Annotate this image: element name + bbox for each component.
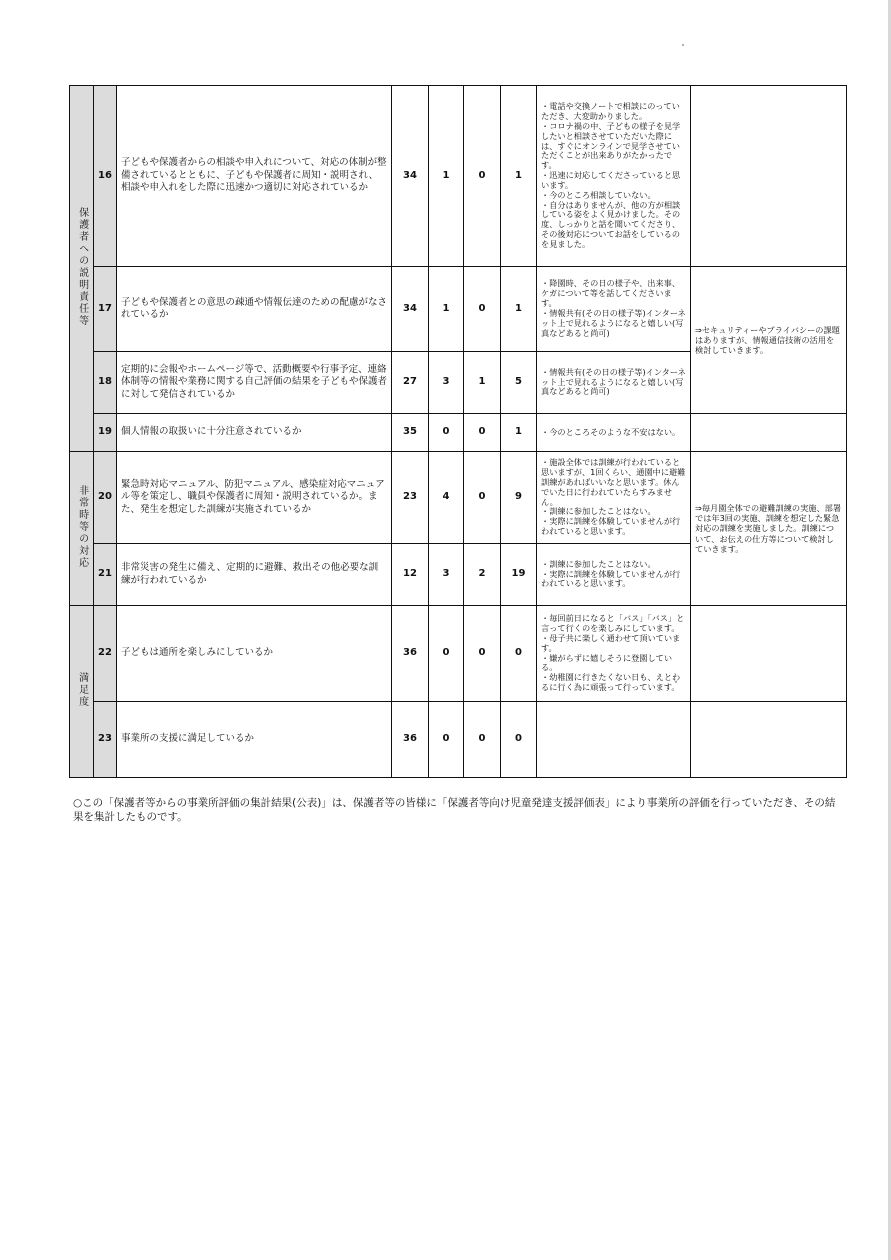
- table-row: [70, 267, 847, 352]
- row-number: 21: [94, 544, 117, 606]
- category-emergency: 非常時等の対応: [70, 452, 94, 606]
- table-row: [70, 86, 847, 267]
- count-cell: 0: [464, 267, 501, 352]
- response-cell: ⇒毎月園全体での避難訓練の実施、部署では年3回の実施、訓練を想定した緊急対応の訓練を実施しました。訓練について、お伝えの仕方等について検討していきます。: [691, 452, 847, 606]
- count-cell: 27: [392, 352, 429, 414]
- count-cell: 2: [464, 544, 501, 606]
- comment-cell: ・施設全体では訓練が行われていると思いますが、1回くらい、通園中に避難訓練があればいいなと思います。休んでいた日に行われていたらすみません。 ・訓練に参加したことはない。 ・実際に訓練を体験していませんが行われていると思います。: [537, 452, 691, 544]
- response-cell-empty: [691, 414, 847, 452]
- count-cell: 23: [392, 452, 429, 544]
- count-cell: 0: [464, 414, 501, 452]
- count-cell: 0: [464, 702, 501, 778]
- count-cell: 34: [392, 86, 429, 267]
- count-cell: 36: [392, 606, 429, 702]
- count-cell: 0: [429, 702, 464, 778]
- count-cell: 4: [429, 452, 464, 544]
- comment-cell: ・降園時、その日の様子や、出来事、ケガについて等を話してくださいます。 ・情報共有(その日の様子等)インターネット上で見れるようになると嬉しい(写真などあると尚可): [537, 267, 691, 352]
- table-row: [70, 452, 847, 544]
- count-cell: 1: [501, 86, 537, 267]
- count-cell: 1: [464, 352, 501, 414]
- question-text: 子どもは通所を楽しみにしているか: [117, 606, 392, 702]
- count-cell: 19: [501, 544, 537, 606]
- comment-cell: ・訓練に参加したことはない。 ・実際に訓練を体験していませんが行われていると思います。: [537, 544, 691, 606]
- question-text: 個人情報の取扱いに十分注意されているか: [117, 414, 392, 452]
- count-cell: 12: [392, 544, 429, 606]
- response-cell-empty: [691, 702, 847, 778]
- count-cell: 0: [464, 452, 501, 544]
- row-number: 23: [94, 702, 117, 778]
- evaluation-table: [69, 85, 847, 778]
- count-cell: 35: [392, 414, 429, 452]
- comment-cell: ・今のところそのような不安はない。: [537, 414, 691, 452]
- category-explain: 保護者への説明責任等: [70, 86, 94, 452]
- count-cell: 3: [429, 544, 464, 606]
- count-cell: 1: [501, 414, 537, 452]
- table-row: [70, 606, 847, 702]
- table-row: [70, 702, 847, 778]
- count-cell: 0: [429, 414, 464, 452]
- response-cell-empty: [691, 86, 847, 267]
- count-cell: 34: [392, 267, 429, 352]
- question-text: 事業所の支援に満足しているか: [117, 702, 392, 778]
- response-cell: ⇒セキュリティーやプライバシーの課題はありますが、情報通信技術の活用を検討していきます。: [691, 267, 847, 414]
- comment-cell: ・情報共有(その日の様子等)インターネット上で見れるようになると嬉しい(写真などあると尚可): [537, 352, 691, 414]
- count-cell: 0: [501, 606, 537, 702]
- count-cell: 36: [392, 702, 429, 778]
- question-text: 子どもや保護者からの相談や申入れについて、対応の体制が整備されているとともに、子どもや保護者に周知・説明され、相談や申入れをした際に迅速かつ適切に対応されているか: [117, 86, 392, 267]
- comment-cell: ・電話や交換ノートで相談にのっていただき、大変助かりました。 ・コロナ禍の中、子どもの様子を見学したいと相談させていただいた際には、すぐにオンラインで見学させていただくことが出来ありがたかったです。 ・迅速に対応してくださっていると思います。 ・今のところ相談していない。 ・自分はありませんが、他の方が相談している姿をよく見かけました。その度、しっかりと話を聞いてくださり、その後対応についてお話をしているのを見ました。: [537, 86, 691, 267]
- footnote: ○この「保護者等からの事業所評価の集計結果(公表)」は、保護者等の皆様に「保護者等向け児童発達支援評価表」により事業所の評価を行っていただき、その結果を集計したものです。: [73, 797, 836, 823]
- table-row: [70, 414, 847, 452]
- count-cell: 1: [429, 86, 464, 267]
- count-cell: 1: [501, 267, 537, 352]
- row-number: 22: [94, 606, 117, 702]
- question-text: 定期的に会報やホームページ等で、活動概要や行事予定、連絡体制等の情報や業務に関する自己評価の結果を子どもや保護者に対して発信されているか: [117, 352, 392, 414]
- count-cell: 3: [429, 352, 464, 414]
- count-cell: 0: [464, 86, 501, 267]
- count-cell: 9: [501, 452, 537, 544]
- count-cell: 0: [464, 606, 501, 702]
- row-number: 16: [94, 86, 117, 267]
- comment-cell: [537, 702, 691, 778]
- question-text: 非常災害の発生に備え、定期的に避難、救出その他必要な訓練が行われているか: [117, 544, 392, 606]
- question-text: 緊急時対応マニュアル、防犯マニュアル、感染症対応マニュアル等を策定し、職員や保護者に周知・説明されているか。また、発生を想定した訓練が実施されているか: [117, 452, 392, 544]
- row-number: 19: [94, 414, 117, 452]
- count-cell: 0: [429, 606, 464, 702]
- row-number: 20: [94, 452, 117, 544]
- count-cell: 0: [501, 702, 537, 778]
- response-cell-empty: [691, 606, 847, 702]
- row-number: 17: [94, 267, 117, 352]
- question-text: 子どもや保護者との意思の疎通や情報伝達のための配慮がなされているか: [117, 267, 392, 352]
- row-number: 18: [94, 352, 117, 414]
- count-cell: 5: [501, 352, 537, 414]
- scan-speck: [682, 44, 684, 46]
- category-satisfaction: 満足度: [70, 606, 94, 778]
- count-cell: 1: [429, 267, 464, 352]
- comment-cell: ・毎回前日になると「バス」「バス」と言って行くのを楽しみにしています。 ・母子共に楽しく通わせて頂いています。 ・嫌がらずに嬉しそうに登園している。 ・幼稚園に行きたくない日も、えとわるに行く為に頑張って行っています。: [537, 606, 691, 702]
